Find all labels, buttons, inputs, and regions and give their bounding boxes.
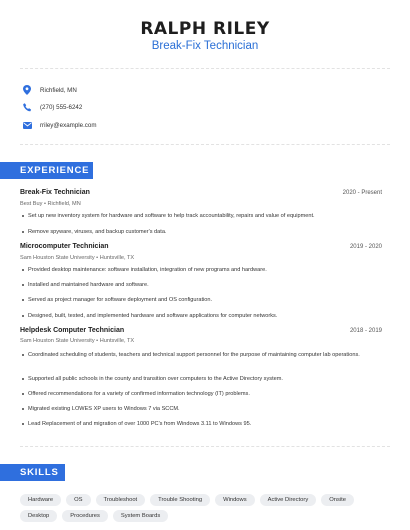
company-location: Huntsville, TX	[99, 255, 135, 261]
candidate-name: RALPH RILEY	[140, 19, 270, 39]
divider	[20, 68, 390, 69]
bullet-text: Lead Replacement of and migration of over 1000 PC's from Windows 3.11 to Windows 95.	[28, 421, 252, 427]
skill-tag: Active Directory	[260, 494, 317, 506]
list-item	[22, 351, 362, 359]
company-location: Richfield, MN	[47, 201, 81, 207]
skill-tag: Troubleshoot	[96, 494, 146, 506]
job-title: Helpdesk Computer Technician	[20, 327, 125, 334]
skill-tag: Windows	[215, 494, 255, 506]
divider	[20, 446, 390, 447]
skill-tag: OS	[66, 494, 90, 506]
company-name: Sam Houston State University	[20, 338, 95, 344]
envelope-icon	[22, 120, 32, 130]
contact-phone	[22, 101, 82, 113]
email-link[interactable]: rriley@example.com	[40, 121, 97, 129]
job-dates: 2018 - 2019	[349, 328, 382, 334]
company-location: Huntsville, TX	[99, 338, 135, 344]
map-pin-icon	[22, 85, 32, 95]
bullet-text: Coordinated scheduling of students, teachers and technical support personnel for the purpose of maintaining computer lab operations.	[28, 352, 360, 358]
bullet-text: Supported all public schools in the county and transition over computers to the Active Directory system.	[28, 376, 283, 382]
list-item	[22, 212, 362, 220]
job-company: Sam Houston State University • Huntsville, TX	[20, 338, 135, 344]
job-title: Microcomputer Technician	[20, 243, 109, 250]
bullet-text: Provided desktop maintenance: software installation, integration of new programs and hardware.	[28, 267, 267, 273]
company-name: Sam Houston State University	[20, 255, 95, 261]
bullet-text: Served as project manager for software deployment and OS configuration.	[28, 297, 213, 303]
list-item	[22, 312, 362, 320]
job-title: Break-Fix Technician	[20, 189, 90, 196]
bullet-text: Set up new inventory system for hardware and software to help track accountability, repairs and value of equipment.	[28, 213, 315, 219]
skill-tag: Trouble Shooting	[150, 494, 210, 506]
phone-icon	[22, 102, 32, 112]
job-dates: 2020 - Present	[342, 190, 382, 196]
bullet-text: Remove spyware, viruses, and backup customer's data.	[28, 229, 167, 235]
job-company: Sam Houston State University • Huntsville, TX	[20, 255, 135, 261]
skills-heading: SKILLS	[0, 464, 65, 481]
skills-list	[20, 494, 390, 522]
list-item	[22, 375, 362, 383]
phone-text: (270) 555-6242	[40, 103, 83, 111]
divider	[20, 144, 390, 145]
bullet-text: Designed, built, tested, and implemented hardware and software applications for computer networks.	[28, 313, 278, 319]
contact-email[interactable]	[22, 119, 96, 131]
bullet-text: Offered recommendations for a variety of confirmed information technology (IT) problems.	[28, 391, 250, 397]
skill-tag: Hardware	[20, 494, 61, 506]
skill-tag: Desktop	[20, 510, 57, 522]
skill-tag: System Boards	[113, 510, 168, 522]
list-item	[22, 266, 362, 274]
list-item	[22, 405, 362, 413]
experience-heading: EXPERIENCE	[0, 162, 93, 179]
list-item	[22, 420, 362, 428]
company-name: Best Buy	[20, 201, 43, 207]
bullet-text: Migrated existing LOWES XP users to Windows 7 via SCCM.	[28, 406, 180, 412]
list-item	[22, 390, 362, 398]
list-item	[22, 281, 362, 289]
list-item	[22, 228, 362, 236]
job-dates: 2019 - 2020	[349, 244, 382, 250]
skill-tag: Onsite	[321, 494, 354, 506]
contact-location	[22, 84, 77, 96]
candidate-role: Break-Fix Technician	[151, 40, 259, 52]
bullet-text: Installed and maintained hardware and software.	[28, 282, 149, 288]
job-company: Best Buy • Richfield, MN	[20, 201, 81, 207]
skill-tag: Procedures	[62, 510, 108, 522]
location-text: Richfield, MN	[40, 86, 77, 94]
list-item	[22, 296, 362, 304]
